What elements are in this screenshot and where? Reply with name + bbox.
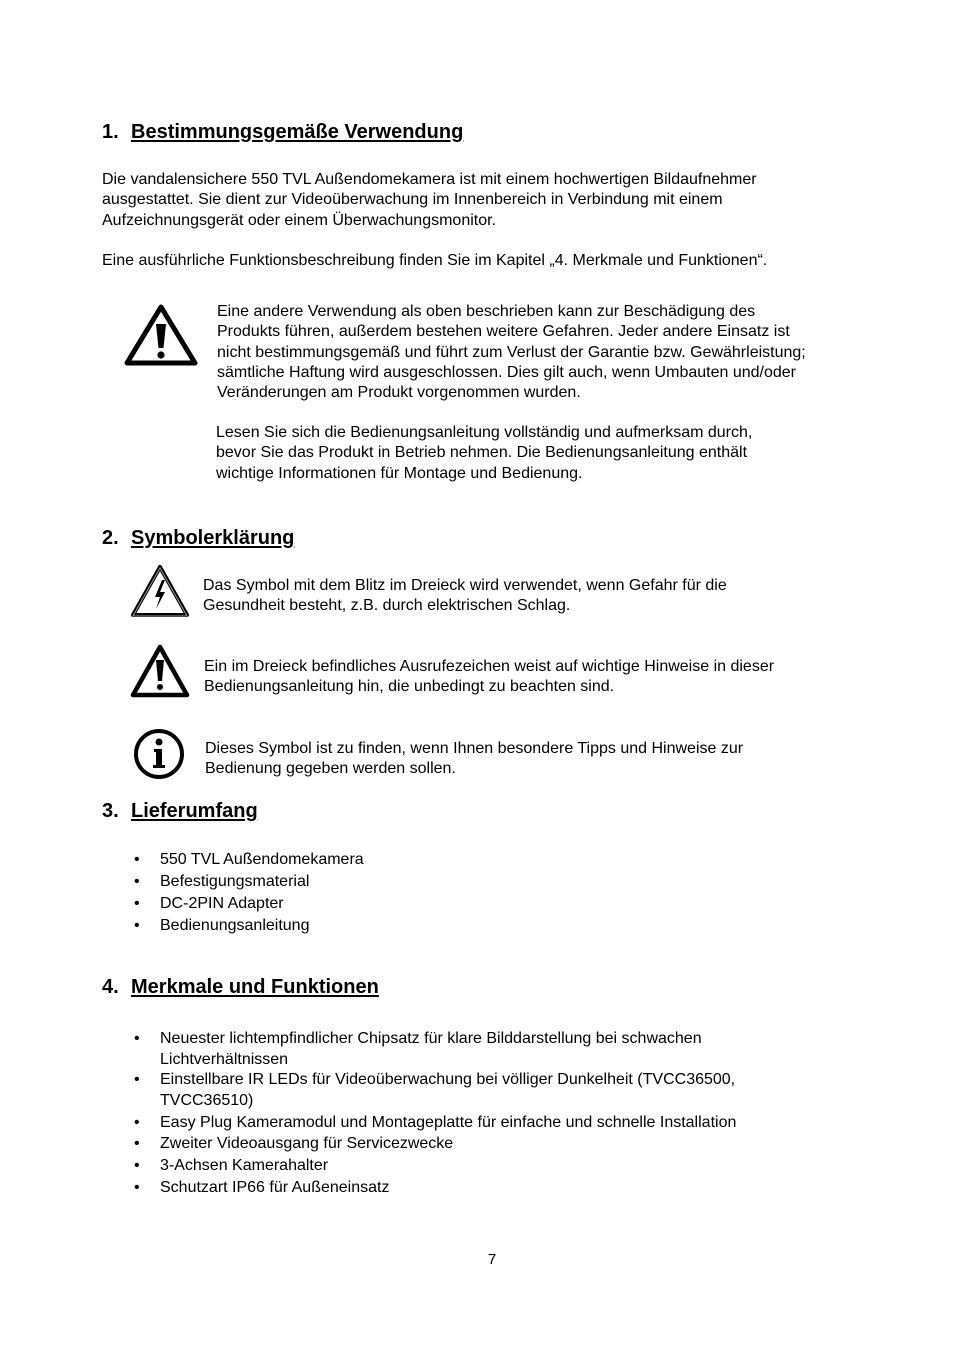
bullet: •	[134, 1157, 140, 1174]
list-item-text: Bedienungsanleitung	[160, 916, 310, 934]
text-line: Lesen Sie sich die Bedienungsanleitung vollständig und aufmerksam durch,	[216, 424, 753, 441]
page-number: 7	[487, 1251, 497, 1268]
heading-section-1	[102, 120, 463, 144]
list-item	[134, 1156, 860, 1177]
heading-number: 2.	[102, 527, 119, 549]
text-line: Dieses Symbol ist zu finden, wenn Ihnen besondere Tipps und Hinweise zur	[205, 740, 744, 757]
features-list	[134, 1029, 860, 1198]
text-line: Gesundheit besteht, z.B. durch elektrischen Schlag.	[203, 597, 571, 615]
bullet: •	[134, 1178, 140, 1196]
text-line: Bedienungsanleitung hin, die unbedingt zu beachten sind.	[204, 678, 615, 696]
list-item-text: DC-2PIN Adapter	[160, 894, 284, 912]
list-item	[134, 894, 860, 915]
text-line: Veränderungen am Produkt vorgenommen wurden.	[217, 384, 581, 402]
text-line: wichtige Informationen für Montage und Bedienung.	[216, 464, 583, 482]
reference-paragraph	[102, 251, 767, 271]
lightning-description	[203, 576, 727, 617]
heading-number: 3.	[102, 800, 119, 822]
list-item-text: TVCC36510)	[160, 1091, 254, 1109]
heading-section-2	[102, 526, 294, 550]
list-item	[134, 1134, 860, 1155]
text-line: Aufzeichnungsgerät oder einem Überwachungsmonitor.	[102, 211, 497, 229]
text-line: Das Symbol mit dem Blitz im Dreieck wird verwendet, wenn Gefahr für die	[203, 577, 727, 594]
bullet: •	[134, 1135, 140, 1152]
text-line: ausgestattet. Sie dient zur Videoüberwachung im Innenbereich in Verbindung mit einem	[102, 191, 723, 209]
bullet: •	[134, 873, 140, 890]
heading-title: Symbolerklärung	[131, 527, 295, 549]
info-description	[205, 739, 743, 780]
list-item	[134, 872, 860, 893]
bullet: •	[134, 894, 140, 912]
text-line: Eine ausführliche Funktionsbeschreibung finden Sie im Kapitel „4. Merkmale und Funktionen“.	[102, 252, 768, 269]
list-item	[134, 1113, 860, 1134]
list-item-text: Zweiter Videoausgang für Servicezwecke	[160, 1135, 454, 1152]
delivery-contents-list	[134, 850, 860, 936]
text-line: bevor Sie das Produkt in Betrieb nehmen. Die Bedienungsanleitung enthält	[216, 444, 748, 462]
list-item-text: Lichtverhältnissen	[160, 1050, 289, 1068]
warning-text	[217, 302, 806, 403]
bullet: •	[134, 1071, 140, 1088]
text-line: Bedienung gegeben werden sollen.	[205, 760, 456, 778]
heading-title: Lieferumfang	[131, 800, 258, 822]
bullet: •	[134, 1113, 140, 1131]
list-item-text: Befestigungsmaterial	[160, 873, 310, 890]
list-item	[134, 916, 860, 937]
list-item-text: 3-Achsen Kamerahalter	[160, 1157, 329, 1174]
text-line: sämtliche Haftung wird ausgeschlossen. Dies gilt auch, wenn Umbauten und/oder	[217, 363, 796, 381]
text-line: Ein im Dreieck befindliches Ausrufezeichen weist auf wichtige Hinweise in dieser	[204, 658, 775, 675]
exclamation-triangle-icon	[130, 644, 190, 698]
list-item-text: Schutzart IP66 für Außeneinsatz	[160, 1178, 390, 1196]
list-item	[134, 1029, 860, 1070]
intro-paragraph	[102, 170, 757, 231]
heading-number: 4.	[102, 976, 119, 998]
list-item-text: 550 TVL Außendomekamera	[160, 851, 364, 868]
bullet: •	[134, 916, 140, 934]
text-line: Produkts führen, außerdem bestehen weitere Gefahren. Jeder andere Einsatz ist	[217, 323, 790, 341]
bullet: •	[134, 1030, 140, 1047]
heading-number: 1.	[102, 121, 119, 143]
heading-title: Merkmale und Funktionen	[131, 976, 379, 998]
heading-section-4	[102, 975, 379, 999]
text-line: nicht bestimmungsgemäß und führt zum Verlust der Garantie bzw. Gewährleistung;	[217, 343, 806, 361]
list-item-text: Neuester lichtempfindlicher Chipsatz für klare Bilddarstellung bei schwachen	[160, 1030, 702, 1047]
heading-section-3	[102, 799, 258, 823]
heading-title: Bestimmungsgemäße Verwendung	[131, 121, 464, 143]
warning-triangle-icon	[124, 304, 198, 366]
lightning-triangle-icon	[130, 564, 190, 618]
list-item-text: Einstellbare IR LEDs für Videoüberwachung bei völliger Dunkelheit (TVCC36500,	[160, 1071, 736, 1088]
read-manual-note	[216, 423, 752, 484]
text-line: Eine andere Verwendung als oben beschrieben kann zur Beschädigung des	[217, 303, 756, 320]
exclamation-description	[204, 657, 774, 698]
bullet: •	[134, 851, 140, 868]
info-circle-icon	[132, 727, 186, 781]
text-line: Die vandalensichere 550 TVL Außendomekamera ist mit einem hochwertigen Bildaufnehmer	[102, 171, 757, 188]
list-item	[134, 850, 860, 871]
list-item	[134, 1178, 860, 1199]
list-item-text: Easy Plug Kameramodul und Montageplatte für einfache und schnelle Installation	[160, 1113, 737, 1131]
list-item	[134, 1070, 860, 1111]
